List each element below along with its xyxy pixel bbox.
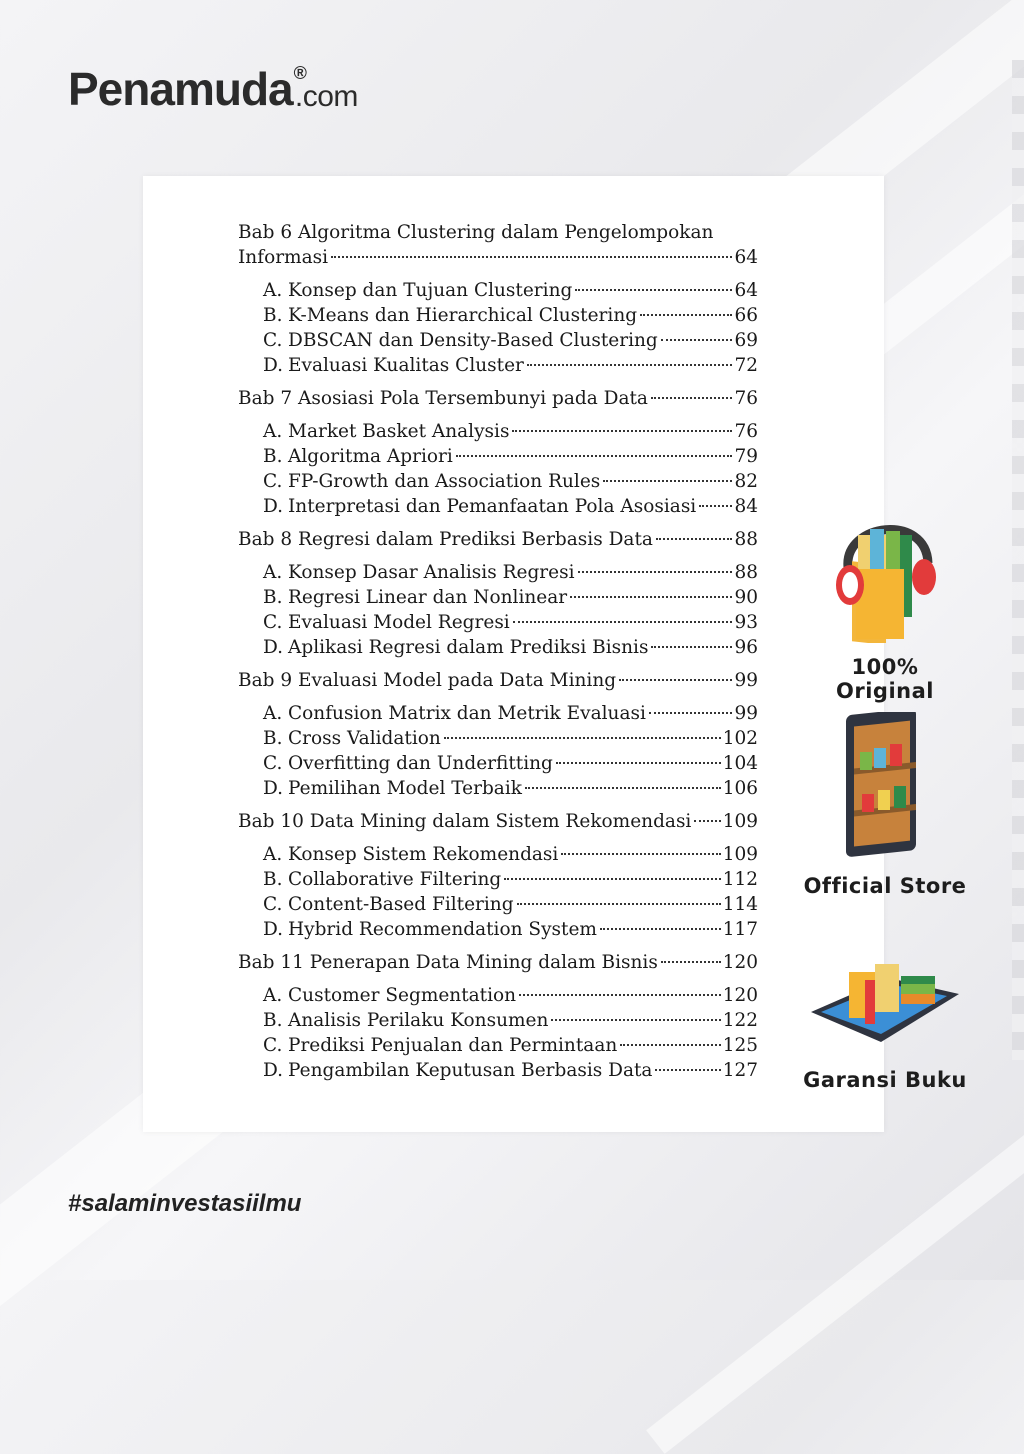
- entry-letter: B.: [263, 869, 283, 890]
- chapter-title-continued: Informasi: [238, 247, 329, 268]
- toc-entry: [238, 1033, 758, 1058]
- chapter-title: Bab 6 Algoritma Clustering dalam Pengelompokan: [238, 222, 714, 243]
- dot-leader: [517, 903, 721, 905]
- entry-letter: A.: [263, 703, 283, 724]
- page-number: 106: [722, 778, 758, 799]
- entry-letter: C.: [263, 612, 283, 633]
- toc-chapter: [238, 220, 758, 378]
- toc-entry: [238, 610, 758, 635]
- toc-entry: [238, 1008, 758, 1033]
- entry-letter: D.: [263, 778, 284, 799]
- background-edge: [1012, 60, 1024, 1060]
- badge-guarantee: [800, 950, 970, 1092]
- page-number: 64: [734, 280, 758, 301]
- books-on-tablet-icon: [805, 950, 965, 1050]
- entry-title: Cross Validation: [288, 728, 441, 749]
- entry-letter: D.: [263, 919, 284, 940]
- page-number: 102: [722, 728, 758, 749]
- dot-leader: [649, 712, 733, 714]
- dot-leader: [640, 314, 732, 316]
- registered-mark: ®: [293, 63, 307, 83]
- dot-leader: [575, 289, 732, 291]
- entry-letter: A.: [263, 280, 283, 301]
- page-number: 84: [734, 496, 758, 517]
- toc-entry: [238, 494, 758, 519]
- toc-entry: [238, 917, 758, 942]
- dot-leader: [656, 538, 733, 540]
- entry-letter: C.: [263, 471, 283, 492]
- chapter-row: [238, 668, 758, 693]
- dot-leader: [525, 787, 721, 789]
- dot-leader: [556, 762, 721, 764]
- page-number: 120: [722, 952, 758, 973]
- entry-letter: D.: [263, 1060, 284, 1081]
- entry-title: Hybrid Recommendation System: [288, 919, 597, 940]
- page-number: 64: [734, 247, 758, 268]
- toc-entry: [238, 635, 758, 660]
- entry-letter: C.: [263, 753, 283, 774]
- page-number: 72: [734, 355, 758, 376]
- chapter-row: [238, 809, 758, 834]
- dot-leader: [651, 646, 732, 648]
- entry-title: Collaborative Filtering: [288, 869, 502, 890]
- page-number: 104: [722, 753, 758, 774]
- entry-title: Prediksi Penjualan dan Permintaan: [288, 1035, 618, 1056]
- brand-suffix: .com: [294, 80, 358, 113]
- audiobook-icon: [830, 505, 940, 643]
- chapter-row: [238, 245, 758, 270]
- page-number: 69: [734, 330, 758, 351]
- entry-title: DBSCAN dan Density-Based Clustering: [288, 330, 658, 351]
- page-number: 117: [722, 919, 758, 940]
- entry-letter: C.: [263, 1035, 283, 1056]
- page-number: 66: [734, 305, 758, 326]
- dot-leader: [551, 1019, 720, 1021]
- table-of-contents: [238, 220, 758, 1091]
- entry-letter: A.: [263, 562, 283, 583]
- page-number: 127: [722, 1060, 758, 1081]
- toc-entry: [238, 585, 758, 610]
- page-number: 120: [722, 985, 758, 1006]
- toc-entry: [238, 701, 758, 726]
- badge-label: Official Store: [803, 874, 967, 898]
- toc-entry: [238, 469, 758, 494]
- toc-entry: [238, 419, 758, 444]
- dot-leader: [561, 853, 720, 855]
- page-number: 88: [734, 562, 758, 583]
- page-number: 82: [734, 471, 758, 492]
- page-number: 112: [722, 869, 758, 890]
- dot-leader: [651, 397, 733, 399]
- dot-leader: [578, 571, 733, 573]
- entry-title: Content-Based Filtering: [288, 894, 514, 915]
- dot-leader: [699, 505, 732, 507]
- dot-leader: [620, 1044, 720, 1046]
- entry-title: Aplikasi Regresi dalam Prediksi Bisnis: [288, 637, 649, 658]
- page-number: 76: [734, 421, 758, 442]
- page-number: 93: [734, 612, 758, 633]
- entry-title: Pemilihan Model Terbaik: [288, 778, 522, 799]
- page-number: 122: [722, 1010, 758, 1031]
- brand-logo: [68, 63, 358, 115]
- dot-leader: [661, 961, 721, 963]
- dot-leader: [694, 820, 720, 822]
- chapter-row: [238, 527, 758, 552]
- entry-letter: A.: [263, 421, 283, 442]
- page-number: 99: [734, 670, 758, 691]
- entry-letter: C.: [263, 894, 283, 915]
- toc-entry: [238, 776, 758, 801]
- dot-leader: [600, 928, 721, 930]
- entry-title: Customer Segmentation: [288, 985, 517, 1006]
- entry-title: Market Basket Analysis: [288, 421, 510, 442]
- dot-leader: [527, 364, 733, 366]
- page-number: 99: [734, 703, 758, 724]
- dot-leader: [331, 256, 732, 258]
- toc-chapter: [238, 527, 758, 660]
- page-number: 79: [734, 446, 758, 467]
- hashtag: #salaminvestasiilmu: [68, 1190, 302, 1217]
- toc-entry: [238, 892, 758, 917]
- dot-leader: [456, 455, 733, 457]
- page-number: 90: [734, 587, 758, 608]
- dot-leader: [570, 596, 732, 598]
- toc-entry: [238, 444, 758, 469]
- badge-label: 100% Original: [836, 655, 934, 703]
- chapter-row: [238, 386, 758, 411]
- chapter-title: Bab 11 Penerapan Data Mining dalam Bisnis: [238, 952, 658, 973]
- entry-title: Analisis Perilaku Konsumen: [288, 1010, 549, 1031]
- entry-title: Evaluasi Kualitas Cluster: [288, 355, 524, 376]
- chapter-title: Bab 10 Data Mining dalam Sistem Rekomendasi: [238, 811, 692, 832]
- toc-entry: [238, 560, 758, 585]
- entry-letter: B.: [263, 305, 283, 326]
- entry-letter: B.: [263, 446, 283, 467]
- toc-entry: [238, 751, 758, 776]
- dot-leader: [655, 1069, 720, 1071]
- entry-letter: A.: [263, 844, 283, 865]
- entry-title: Evaluasi Model Regresi: [288, 612, 510, 633]
- toc-entry: [238, 726, 758, 751]
- toc-entry: [238, 328, 758, 353]
- dot-leader: [619, 679, 732, 681]
- entry-title: Confusion Matrix dan Metrik Evaluasi: [288, 703, 646, 724]
- entry-title: Regresi Linear dan Nonlinear: [288, 587, 568, 608]
- page-number: 76: [734, 388, 758, 409]
- entry-title: Interpretasi dan Pemanfaatan Pola Asosiasi: [288, 496, 697, 517]
- entry-letter: D.: [263, 496, 284, 517]
- entry-title: K-Means dan Hierarchical Clustering: [288, 305, 638, 326]
- chapter-row: [238, 950, 758, 975]
- page-number: 109: [722, 844, 758, 865]
- entry-letter: A.: [263, 985, 283, 1006]
- toc-page: [143, 176, 884, 1132]
- entry-letter: B.: [263, 728, 283, 749]
- entry-title: Overfitting dan Underfitting: [288, 753, 553, 774]
- badge-original: [800, 505, 970, 703]
- brand-name: Penamuda: [68, 63, 293, 115]
- dot-leader: [519, 994, 721, 996]
- page-number: 125: [722, 1035, 758, 1056]
- badge-official-store: [800, 712, 970, 898]
- toc-entry: [238, 1058, 758, 1083]
- toc-chapter: [238, 809, 758, 942]
- page-number: 88: [734, 529, 758, 550]
- entry-letter: D.: [263, 637, 284, 658]
- page-number: 114: [722, 894, 758, 915]
- dot-leader: [513, 621, 733, 623]
- dot-leader: [603, 480, 732, 482]
- entry-title: Konsep Dasar Analisis Regresi: [288, 562, 575, 583]
- entry-title: Algoritma Apriori: [288, 446, 453, 467]
- dot-leader: [661, 339, 733, 341]
- entry-letter: B.: [263, 1010, 283, 1031]
- entry-letter: D.: [263, 355, 284, 376]
- toc-entry: [238, 842, 758, 867]
- entry-title: Konsep dan Tujuan Clustering: [288, 280, 573, 301]
- tablet-bookshelf-icon: [840, 712, 930, 862]
- toc-entry: [238, 867, 758, 892]
- chapter-title: Bab 7 Asosiasi Pola Tersembunyi pada Data: [238, 388, 648, 409]
- toc-entry: [238, 983, 758, 1008]
- toc-entry: [238, 353, 758, 378]
- chapter-title: Bab 9 Evaluasi Model pada Data Mining: [238, 670, 617, 691]
- page-number: 109: [722, 811, 758, 832]
- entry-letter: C.: [263, 330, 283, 351]
- dot-leader: [444, 737, 721, 739]
- toc-chapter: [238, 386, 758, 519]
- entry-title: FP-Growth dan Association Rules: [288, 471, 601, 492]
- dot-leader: [512, 430, 732, 432]
- toc-entry: [238, 303, 758, 328]
- chapter-title: Bab 8 Regresi dalam Prediksi Berbasis Data: [238, 529, 653, 550]
- dot-leader: [504, 878, 720, 880]
- page-number: 96: [734, 637, 758, 658]
- badge-label: Garansi Buku: [803, 1068, 967, 1092]
- entry-title: Konsep Sistem Rekomendasi: [288, 844, 559, 865]
- toc-chapter: [238, 950, 758, 1083]
- entry-title: Pengambilan Keputusan Berbasis Data: [288, 1060, 653, 1081]
- toc-chapter: [238, 668, 758, 801]
- toc-entry: [238, 278, 758, 303]
- entry-letter: B.: [263, 587, 283, 608]
